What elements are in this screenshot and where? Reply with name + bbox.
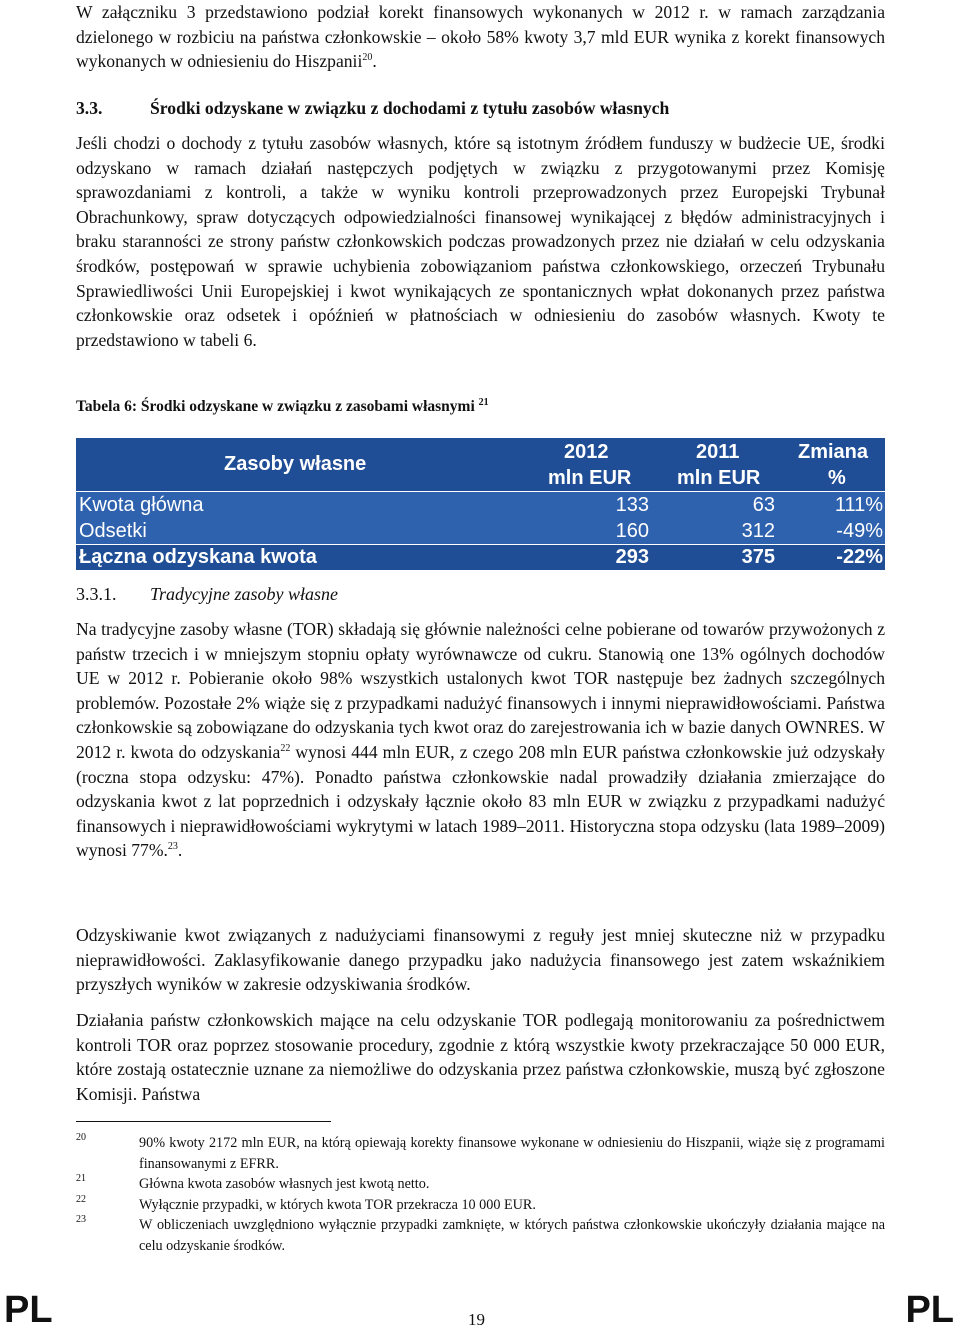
section-body: Jeśli chodzi o dochody z tytułu zasobów własnych, które są istotnym źródłem funduszy w budżecie UE, środki odzyskano w ramach działań następczych podjętych w związku z przygotowanymi przez Komisję sprawozdaniami z kontroli, a także w wyniku kontroli przeprowadzonych przez Europejski Trybunał Obrachunkowy, spraw dotyczących odpowiedzialności finansowej wynikającej z błędów administracyjnych i braku staranności ze strony państw członkowskich podczas prowadzonych przez nie działań w celu odzyskania środków, postępowań w sprawie uchybienia zobowiązaniom państwa członkowskiego, orzeczeń Trybunału Sprawiedliwości Unii Europejskiej i kwot wynikających ze spontanicznych wpłat dokonanych przez państwa członkowskie oraz odsetek i opóźnień w płatnościach w odniesieniu do zasobów własnych. Kwoty te przedstawiono w tabeli 6.: [76, 133, 885, 350]
section-number: 3.3.: [76, 98, 103, 118]
footnote-ref[interactable]: 21: [478, 396, 489, 408]
footnote-ref[interactable]: 22: [280, 743, 291, 755]
row-label: Łączna odzyskana kwota: [79, 546, 317, 568]
footnote-text: Główna kwota zasobów własnych jest kwotą netto.: [139, 1176, 430, 1192]
own-resources-table: [76, 438, 885, 570]
footnote-ref[interactable]: 23: [167, 841, 178, 853]
intro-paragraph: W załączniku 3 przedstawiono podział korekt finansowych wykonanych w 2012 r. w ramach zarządzania dzielonego w rozbiciu na państwa członkowskie – około 58% kwoty 3,7 mld EUR wynika z korekt finansowych wykonanych w odniesieniu do Hiszpanii$^{20}$.: [76, 2, 885, 72]
footnote: [76, 1195, 885, 1216]
header-label: Zasoby własne: [224, 453, 367, 475]
col-unit-2011: mln EUR: [677, 467, 761, 489]
table-row: [76, 492, 885, 518]
footnote-ref[interactable]: 20: [362, 52, 373, 64]
value-2011: 63: [752, 494, 775, 516]
value-2012: 160: [615, 520, 649, 542]
page-number: 19: [468, 1310, 485, 1329]
value-2011: 375: [741, 546, 775, 568]
value-2011: 312: [741, 520, 775, 542]
table-row-total: [76, 544, 885, 570]
row-divider: [76, 544, 885, 545]
table-header: [76, 438, 885, 491]
footnote-number: 22: [76, 1194, 86, 1205]
col-unit-change: %: [828, 467, 846, 489]
footnote-number: 21: [76, 1173, 86, 1184]
footnote: [76, 1174, 885, 1195]
value-2012: 133: [615, 494, 649, 516]
section-title: Środki odzyskane w związku z dochodami z tytułu zasobów własnych: [150, 98, 670, 118]
table-row: [76, 518, 885, 544]
footnote-number: 20: [76, 1132, 86, 1143]
footnote-text: W obliczeniach uwzględniono wyłącznie przypadki zamknięte, w których państwa członkowskie ukończyły działania mające na celu odzyskanie środków.: [139, 1217, 885, 1254]
col-year-change: Zmiana: [798, 441, 869, 463]
footnote-text: 90% kwoty 2172 mln EUR, na którą opiewają korekty finansowe wykonane w odniesieniu do Hiszpanii, wiąże się z programami finansowanymi z EFRR.: [139, 1135, 885, 1172]
row-label: Kwota główna: [79, 494, 204, 516]
value-change: -22%: [836, 546, 883, 568]
table-caption: Tabela 6: Środki odzyskane w związku z zasobami własnymi $^{21}$: [76, 396, 489, 415]
monitoring-paragraph: Działania państw członkowskich mające na celu odzyskanie TOR podlegają monitorowaniu za pośrednictwem kontroli TOR oraz poprzez stosowanie procedury, zgodnie z którą wszystkie kwoty przekraczające 50 000 EUR, które zostają ostatecznie uznane za niemożliwe do odzyskania przez państwa członkowskie, muszą być zgłoszone Komisji. Państwa: [76, 1010, 885, 1104]
fraud-paragraph: Odzyskiwanie kwot związanych z nadużyciami finansowymi z reguły jest mniej skuteczne niż w przypadku nieprawidłowości. Zaklasyfikowanie danego przypadku jako nadużycia finansowego jest zatem wskaźnikiem przyszłych wyników w zakresie odzyskiwania środków.: [76, 925, 885, 995]
col-year-2012: 2012: [564, 441, 609, 463]
tor-paragraph: Na tradycyjne zasoby własne (TOR) składają się głównie należności celne pobierane od towarów przywożonych z państw trzecich i w mniejszym stopniu opłaty wyrównawcze od cukru. Stanowią one 13% ogólnych dochodów UE w 2012 r. Pobieranie około 98% wszystkich ustalonych kwot TOR następuje bez żadnych szczególnych problemów. Pozostałe 2% wiąże się z przypadkami nadużyć finansowych i innymi nieprawidłowościami. Państwa członkowskie są zobowiązane do odzyskania tych kwot oraz do zarejestrowania ich w bazie danych OWNRES. W 2012 r. kwota do odzyskania$^{22}$ wynosi 444 mln EUR, z czego 208 mln EUR państwa członkowskie już odzyskały (roczna stopa odzysku: 47%). Ponadto państwa członkowskie nadal prowadziły działania zmierzające do odzyskania kwot z lat poprzednich i odzyskały łącznie około 83 mln EUR w związku z przypadkami nadużyć finansowych i nieprawidłowościami wykrytymi w latach 1989–2011. Historyczna stopa odzysku (lata 1989–2009) wynosi 77%.$^{23}$.: [76, 619, 885, 861]
footer-language-left: PL: [4, 1289, 53, 1331]
footnote-separator: [76, 1121, 331, 1122]
subsection-title: Tradycyjne zasoby własne: [150, 584, 338, 604]
footnote: [76, 1133, 885, 1174]
subsection-heading: [76, 582, 338, 606]
value-change: -49%: [836, 520, 883, 542]
footnote-number: 23: [76, 1214, 86, 1225]
col-unit-2012: mln EUR: [548, 467, 632, 489]
value-2012: 293: [615, 546, 649, 568]
col-year-2011: 2011: [696, 441, 740, 463]
footnote: [76, 1215, 885, 1256]
section-heading: [76, 96, 885, 120]
footnote-text: Wyłącznie przypadki, w których kwota TOR przekracza 10 000 EUR.: [139, 1197, 536, 1213]
subsection-number: 3.3.1.: [76, 584, 117, 604]
row-label: Odsetki: [79, 520, 147, 542]
value-change: 111%: [834, 494, 883, 516]
footer-language-right: PL: [905, 1289, 954, 1331]
